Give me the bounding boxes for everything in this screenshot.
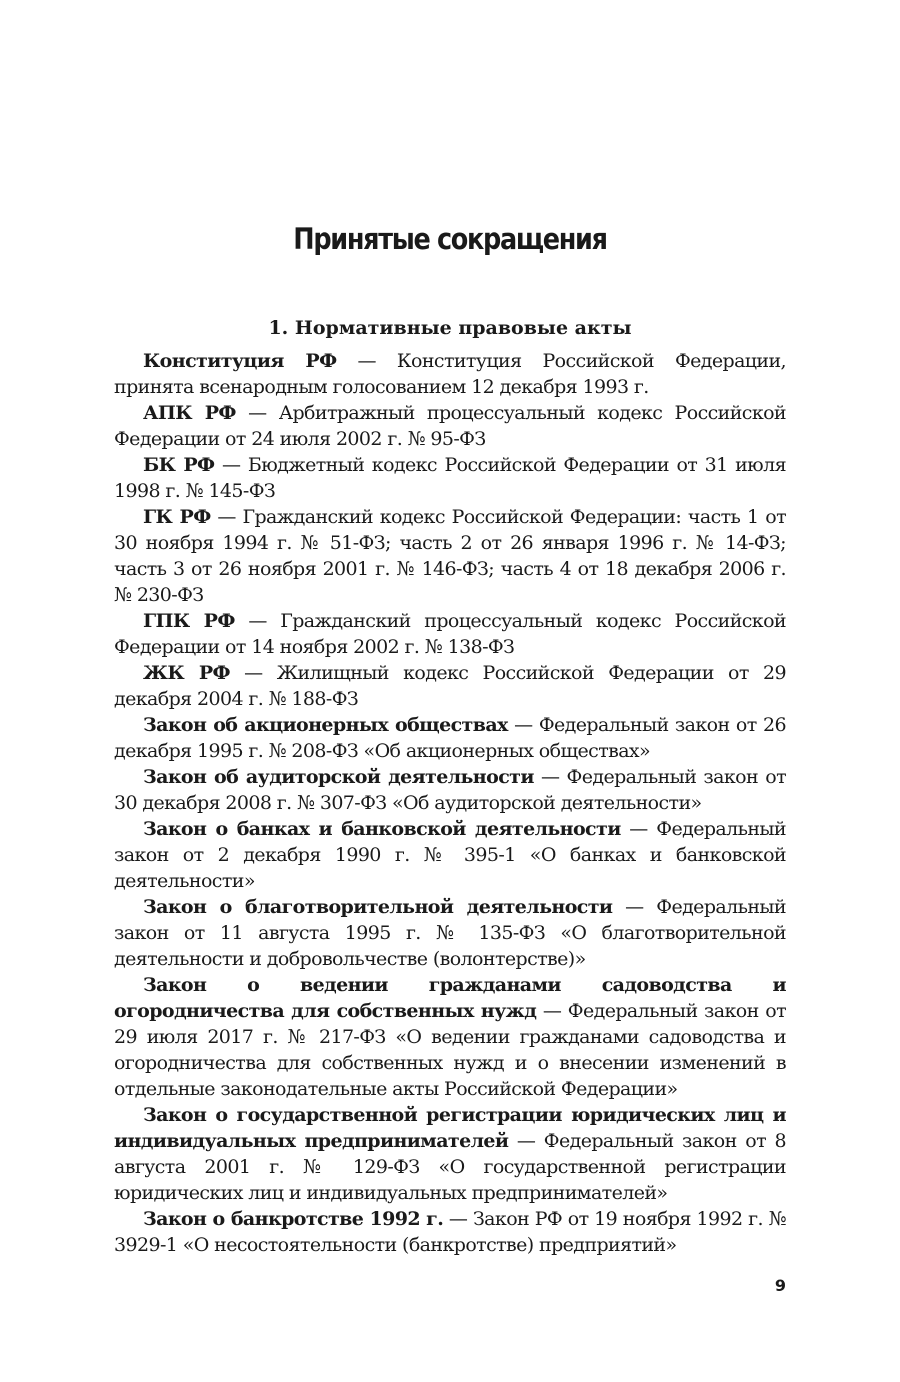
abbreviation-term: ГПК РФ [143, 610, 235, 632]
abbreviation-definition: — Жилищный кодекс Российской Федерации от 29 декабря 2004 г. № 188-ФЗ [114, 662, 786, 710]
abbreviation-term: БК РФ [143, 454, 215, 476]
abbreviation-entry [114, 764, 786, 816]
abbreviation-entry [114, 608, 786, 660]
page-number: 9 [774, 1276, 786, 1295]
abbreviation-definition: — Арбитражный процессуальный кодекс Российской Федерации от 24 июля 2002 г. № 95-ФЗ [114, 402, 786, 450]
abbreviation-entry [114, 1102, 786, 1206]
abbreviation-entry [114, 1206, 786, 1258]
abbreviation-entry [114, 712, 786, 764]
abbreviation-entry [114, 816, 786, 894]
abbreviation-entry [114, 660, 786, 712]
abbreviation-term: ГК РФ [143, 506, 211, 528]
abbreviation-entry [114, 452, 786, 504]
abbreviation-term: Закон о государственной регистрации юридических лиц и индивидуальных предпринимателей [114, 1104, 786, 1152]
abbreviation-definition: — Федеральный закон от 2 декабря 1990 г. № 395-1 «О банках и банковской деятельности» [114, 818, 786, 892]
abbreviation-term: Конституция РФ [143, 350, 337, 372]
abbreviation-entry [114, 400, 786, 452]
abbreviation-list [114, 348, 786, 1258]
abbreviation-entry [114, 972, 786, 1102]
abbreviation-term: АПК РФ [143, 402, 236, 424]
abbreviation-definition: — Федеральный закон от 26 декабря 1995 г. № 208-ФЗ «Об акционерных обществах» [114, 714, 786, 762]
book-page [114, 0, 786, 1382]
abbreviation-term: ЖК РФ [143, 662, 230, 684]
abbreviation-definition: — Федеральный закон от 11 августа 1995 г. № 135-ФЗ «О благотворительной деятельности и добровольчестве (волонтерстве)» [114, 896, 786, 970]
abbreviation-term: Закон о ведении гражданами садоводства и огородничества для собственных нужд [114, 974, 786, 1022]
chapter-title: Принятые сокращения [293, 222, 607, 256]
abbreviation-definition: — Закон РФ от 19 ноября 1992 г. № 3929-1 «О несостоятельности (банкротстве) предприятий» [114, 1208, 786, 1256]
abbreviation-definition: — Федеральный закон от 8 августа 2001 г. № 129-ФЗ «О государственной регистрации юридических лиц и индивидуальных предпринимателей» [114, 1130, 786, 1204]
abbreviation-term: Закон о банках и банковской деятельности [143, 818, 621, 840]
abbreviation-entry [114, 348, 786, 400]
abbreviation-definition: — Федеральный закон от 29 июля 2017 г. № 217-ФЗ «О ведении гражданами садоводства и огородничества для собственных нужд и о внесении изменений в отдельные законодательные акты Российской Федерации» [114, 1000, 786, 1100]
abbreviation-term: Закон о благотворительной деятельности [143, 896, 613, 918]
abbreviation-definition: — Гражданский кодекс Российской Федерации: часть 1 от 30 ноября 1994 г. № 51-ФЗ; часть 2 от 26 января 1996 г. № 14-ФЗ; часть 3 от 26 ноября 2001 г. № 146-ФЗ; часть 4 от 18 декабря 2006 г. № 230-ФЗ [114, 506, 786, 606]
abbreviation-definition: — Бюджетный кодекс Российской Федерации от 31 июля 1998 г. № 145-ФЗ [114, 454, 786, 502]
abbreviation-entry [114, 504, 786, 608]
abbreviation-definition: — Конституция Российской Федерации, принята всенародным голосованием 12 декабря 1993 г. [114, 350, 786, 398]
abbreviation-definition: — Федеральный закон от 30 декабря 2008 г. № 307-ФЗ «Об аудиторской деятельности» [114, 766, 786, 814]
abbreviation-definition: — Гражданский процессуальный кодекс Российской Федерации от 14 ноября 2002 г. № 138-ФЗ [114, 610, 786, 658]
abbreviation-term: Закон о банкротстве 1992 г. [143, 1208, 444, 1230]
abbreviation-term: Закон об акционерных обществах [143, 714, 508, 736]
section-title: 1. Нормативные правовые акты [268, 317, 632, 339]
abbreviation-term: Закон об аудиторской деятельности [143, 766, 534, 788]
abbreviation-entry [114, 894, 786, 972]
